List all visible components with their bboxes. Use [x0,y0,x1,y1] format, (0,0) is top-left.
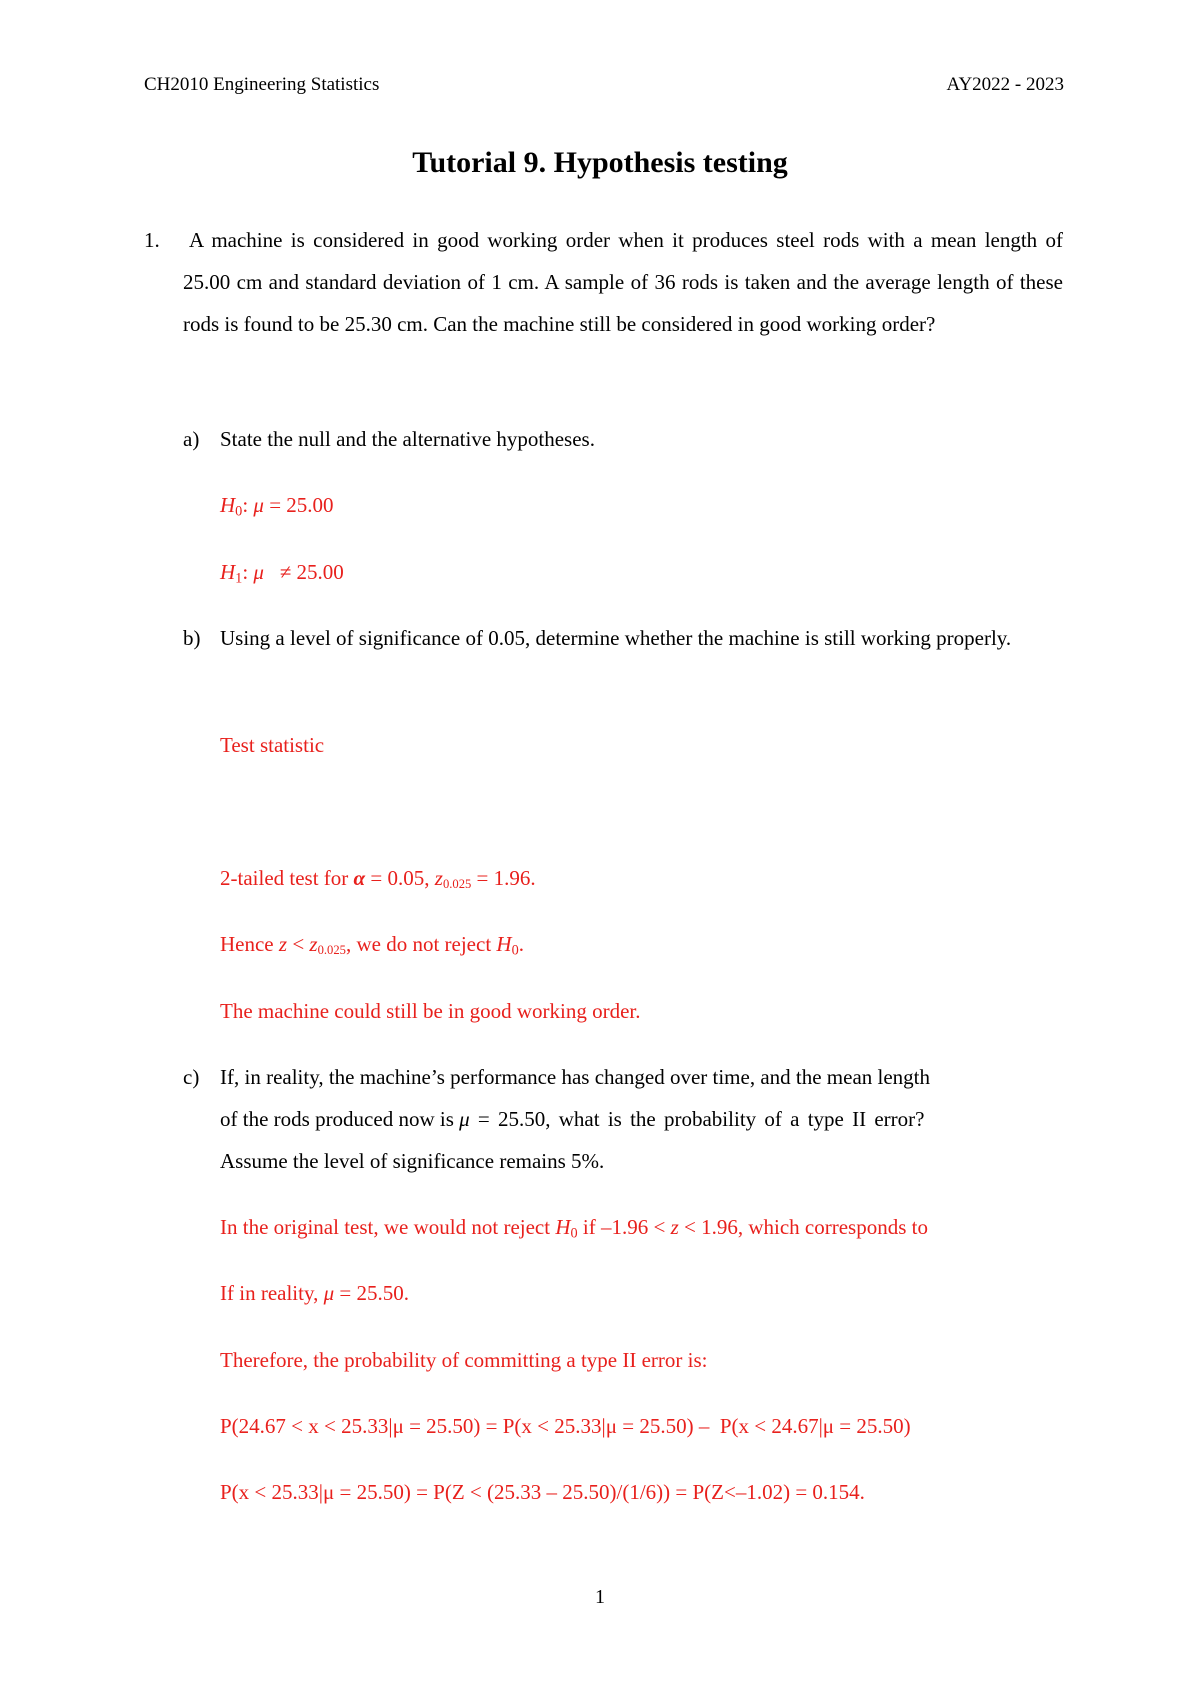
original-z: z [670,1215,679,1239]
h1-symbol: H [220,560,236,584]
reality-suffix: = 25.50. [334,1281,409,1305]
part-a-label: a) [183,427,200,451]
conclusion-b: The machine could still be in good working order. [220,999,641,1023]
h0-value: = 25.00 [263,493,334,517]
hence-z-critical: z [309,932,318,956]
header-year: AY2022 - 2023 [946,74,1064,95]
part-c-text-line3: Assume the level of significance remains 5%. [220,1149,605,1173]
part-c-text-line1: If, in reality, the machine’s performance has changed over time, and the mean length [220,1065,931,1089]
part-b-label: b) [183,626,201,650]
header-course: CH2010 Engineering Statistics [144,74,380,95]
hence-h-subscript: 0 [511,942,519,959]
hence-mid: , we do not reject [345,932,497,956]
test-statistic-label: Test statistic [220,733,325,757]
null-hypothesis [220,484,334,526]
page-number: 1 [595,1586,605,1608]
hence-h-symbol: H [496,932,512,956]
therefore-line: Therefore, the probability of committing a type II error is: [220,1348,708,1372]
original-prefix: In the original test, we would not reject [220,1215,556,1239]
equation-2 [220,1471,865,1513]
alternative-hypothesis [220,551,344,593]
hence-line [220,923,524,965]
h0-subscript: 0 [235,503,243,520]
two-tailed-mid: = 0.05, [365,866,435,890]
equation-1 [220,1405,911,1447]
two-tailed-suffix: = 1.96. [471,866,536,890]
part-c-line2-post: = 25.50, what is the probability of a type II error? [469,1107,925,1131]
question-number: 1. [144,228,160,252]
h1-subscript: 1 [235,570,243,587]
h1-value: ≠ 25.00 [263,560,344,584]
reality-prefix: If in reality, [220,1281,324,1305]
original-h-subscript: 0 [570,1225,578,1242]
two-tailed-prefix: 2-tailed test for [220,866,354,890]
page-title: Tutorial 9. Hypothesis testing [412,146,788,179]
reality-line [220,1272,409,1314]
hence-prefix: Hence [220,932,279,956]
question-text [183,219,1063,345]
hence-z: z [278,932,288,956]
part-c-label: c) [183,1065,200,1089]
alpha-symbol: α [353,866,366,890]
z-symbol: z [434,866,443,890]
part-c-line2-content [220,1098,924,1140]
hence-z-subscript: 0.025 [317,943,346,958]
original-test-line [220,1206,928,1248]
part-a-text: State the null and the alternative hypotheses. [220,427,595,451]
h0-symbol: H [220,493,236,517]
hence-suffix: . [518,932,524,956]
two-tailed-line [220,857,536,899]
question-text-content: A machine is considered in good working order when it produces steel rods with a mean length of 25.00 cm and standard deviation of 1 cm. A sample of 36 rods is taken and the average length of these rods is found to be 25.30 cm. Can the machine still be considered in good working order? [183,228,1063,336]
original-mid: if –1.96 < [577,1215,671,1239]
reality-mu: μ [323,1281,335,1305]
original-h-symbol: H [555,1215,571,1239]
z-subscript: 0.025 [442,877,472,892]
part-c-text-line2 [220,1098,1063,1140]
part-c-mu: μ [459,1107,470,1131]
equation-1-text: P(24.67 < x < 25.33|μ = 25.50) = P(x < 25.33|μ = 25.50) – P(x < 24.67|μ = 25.50) [220,1414,911,1438]
h1-colon: : [242,560,254,584]
part-c-line2-pre: of the rods produced now is [220,1107,460,1131]
equation-2-text: P(x < 25.33|μ = 25.50) = P(Z < (25.33 – 25.50)/(1/6)) = P(Z<–1.02) = 0.154. [220,1480,865,1504]
h0-mu: μ [253,493,264,517]
hence-lt: < [287,932,310,956]
h1-mu: μ [253,560,264,584]
part-b-text: Using a level of significance of 0.05, determine whether the machine is still working properly. [220,626,1012,650]
h0-colon: : [242,493,254,517]
original-suffix: < 1.96, which corresponds to [678,1215,928,1239]
